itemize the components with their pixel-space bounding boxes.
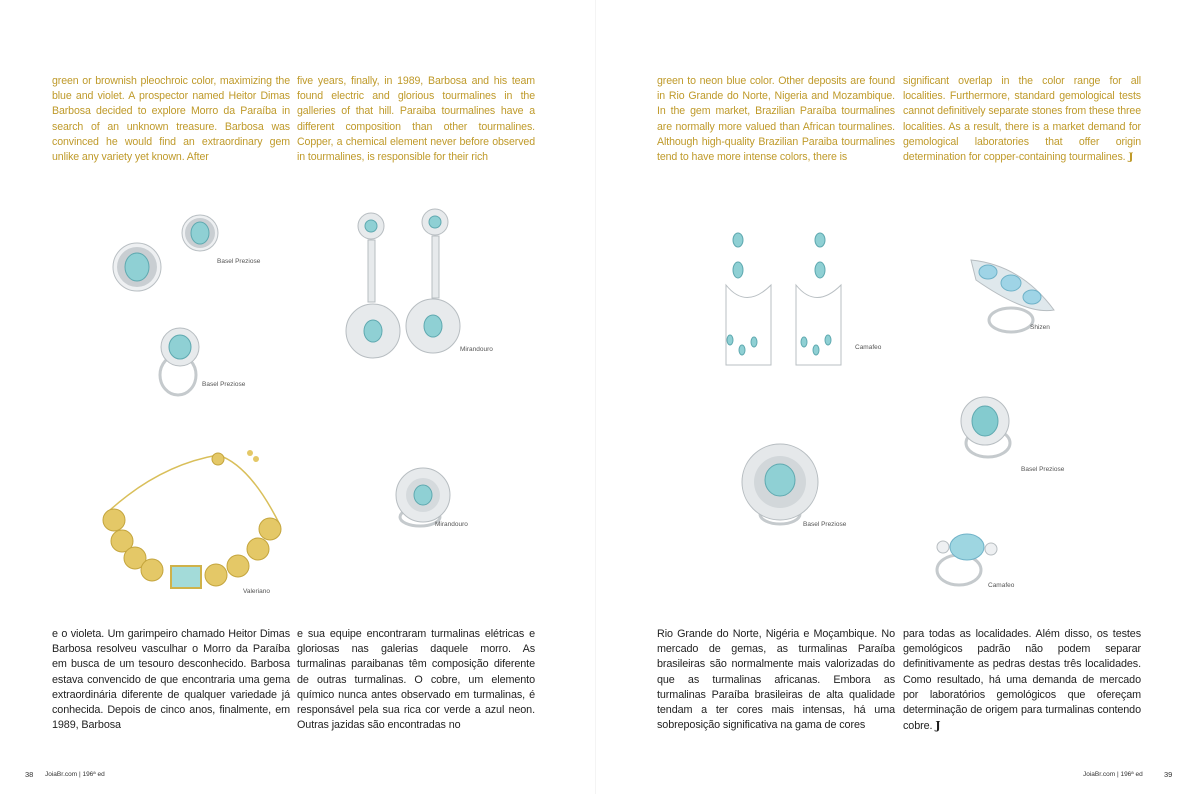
halo-ring-image — [150, 325, 210, 400]
portuguese-column-1: e o violeta. Um garimpeiro chamado Heitor Dimas Barbosa resolveu vasculhar o Morro da Paraíba em busca de um tesouro desconhecido. Barbosa estava convencido de que encontraria uma gema extraordinária diferente de qualquer variedade já conhecida. Depois de cinco anos, finalmente, em 1989, Barbosa — [52, 628, 290, 732]
caption-ring: Basel Preziose — [202, 381, 246, 388]
drop-earrings-image — [343, 206, 468, 388]
caption-shizen-ring: Shizen — [1030, 324, 1050, 331]
caption-flower-ring-basel: Basel Preziose — [803, 521, 847, 528]
portuguese-column-4-text: para todas as localidades. Além disso, os testes gemológicos padrão não podem separar definitivamente as pedras destas três localidades. Como resultado, há uma demanda de mercado por laboratórios gemológicos que ofereçam determinação de origem para turmalinas contendo cobre. — [903, 628, 1141, 733]
english-column-3: green to neon blue color. Other deposits are found in Rio Grande do Norte, Nigeria and Mozambique. In the gem market, Brazilian Paraíba tourmalines are normally more valued than African tourmalines. Although high-quality Brazilian Paraiba tourmalines tend to have more intense colors, there is — [657, 75, 895, 164]
caption-halo-ring: Basel Preziose — [1021, 466, 1065, 473]
stud-earrings-image — [110, 205, 220, 300]
portuguese-column-3: Rio Grande do Norte, Nigéria e Moçambique. No mercado de gemas, as turmalinas Paraíba brasileiras são normalmente mais valorizadas do que as turmalinas africanas. Embora as turmalinas Paraíba brasileiras de alta qualidade tendam a ter cores mais intensas, há uma sobreposição significativa na gama de cores — [657, 628, 895, 732]
portuguese-column-4 — [903, 627, 1141, 734]
running-footer-right: JoiaBr.com | 196ª ed — [1083, 771, 1143, 778]
caption-chandelier-earrings: Camafeo — [855, 344, 882, 351]
portuguese-column-2: e sua equipe encontraram turmalinas elétricas e gloriosas nas galerias daquele morro. As turmalinas paraibanas têm composição diferente de outras turmalinas. O cobre, um elemento químico nunca antes observado em turmalinas, é responsável pela sua rica cor verde a azul neon. Outras jazidas são encontradas no — [297, 628, 535, 732]
caption-stud-earrings: Basel Preziose — [217, 258, 261, 265]
caption-trilogy-ring: Camafeo — [988, 582, 1015, 589]
caption-bracelet: Valeriano — [243, 588, 270, 595]
end-mark-english: J — [1128, 151, 1134, 164]
caption-flower-ring: Mirandouro — [435, 521, 468, 528]
english-column-4 — [903, 74, 1141, 165]
flower-ring-basel-image — [738, 440, 828, 530]
page-number-left: 38 — [25, 770, 34, 779]
page-number-right: 39 — [1164, 770, 1173, 779]
chandelier-earrings-image — [716, 230, 851, 380]
caption-drop-earrings: Mirandouro — [460, 346, 493, 353]
english-column-4-text: significant overlap in the color range for all localities. Furthermore, standard gemological tests cannot definitively separate stones from these three localities. As a result, there is a market demand for gemological laboratories that offer origin determination for copper-containing tourmalines. — [903, 75, 1141, 164]
running-footer-left: JoiaBr.com | 196ª ed — [45, 771, 105, 778]
english-column-2: five years, finally, in 1989, Barbosa and his team found electric and glorious tourmalines in the galleries of that hill. Paraiba tourmalines have a different composition than other tourmalines. Copper, a chemical element never before observed in tourmalines, is responsible for their rich — [297, 75, 535, 164]
right-page — [596, 0, 1191, 794]
english-column-1: green or brownish pleochroic color, maximizing the blue and violet. A prospector named Heitor Dimas Barbosa decided to explore Morro da Paraíba in search of an unknown treasure. Barbosa was convinced he would find an extraordinary gem unlike any variety yet known. After — [52, 75, 290, 164]
gold-bracelet-image — [100, 445, 290, 595]
halo-ring-basel-image — [953, 395, 1023, 465]
trilogy-ring-image — [929, 525, 1009, 590]
end-mark-portuguese: J — [935, 719, 941, 733]
left-page — [0, 0, 595, 794]
